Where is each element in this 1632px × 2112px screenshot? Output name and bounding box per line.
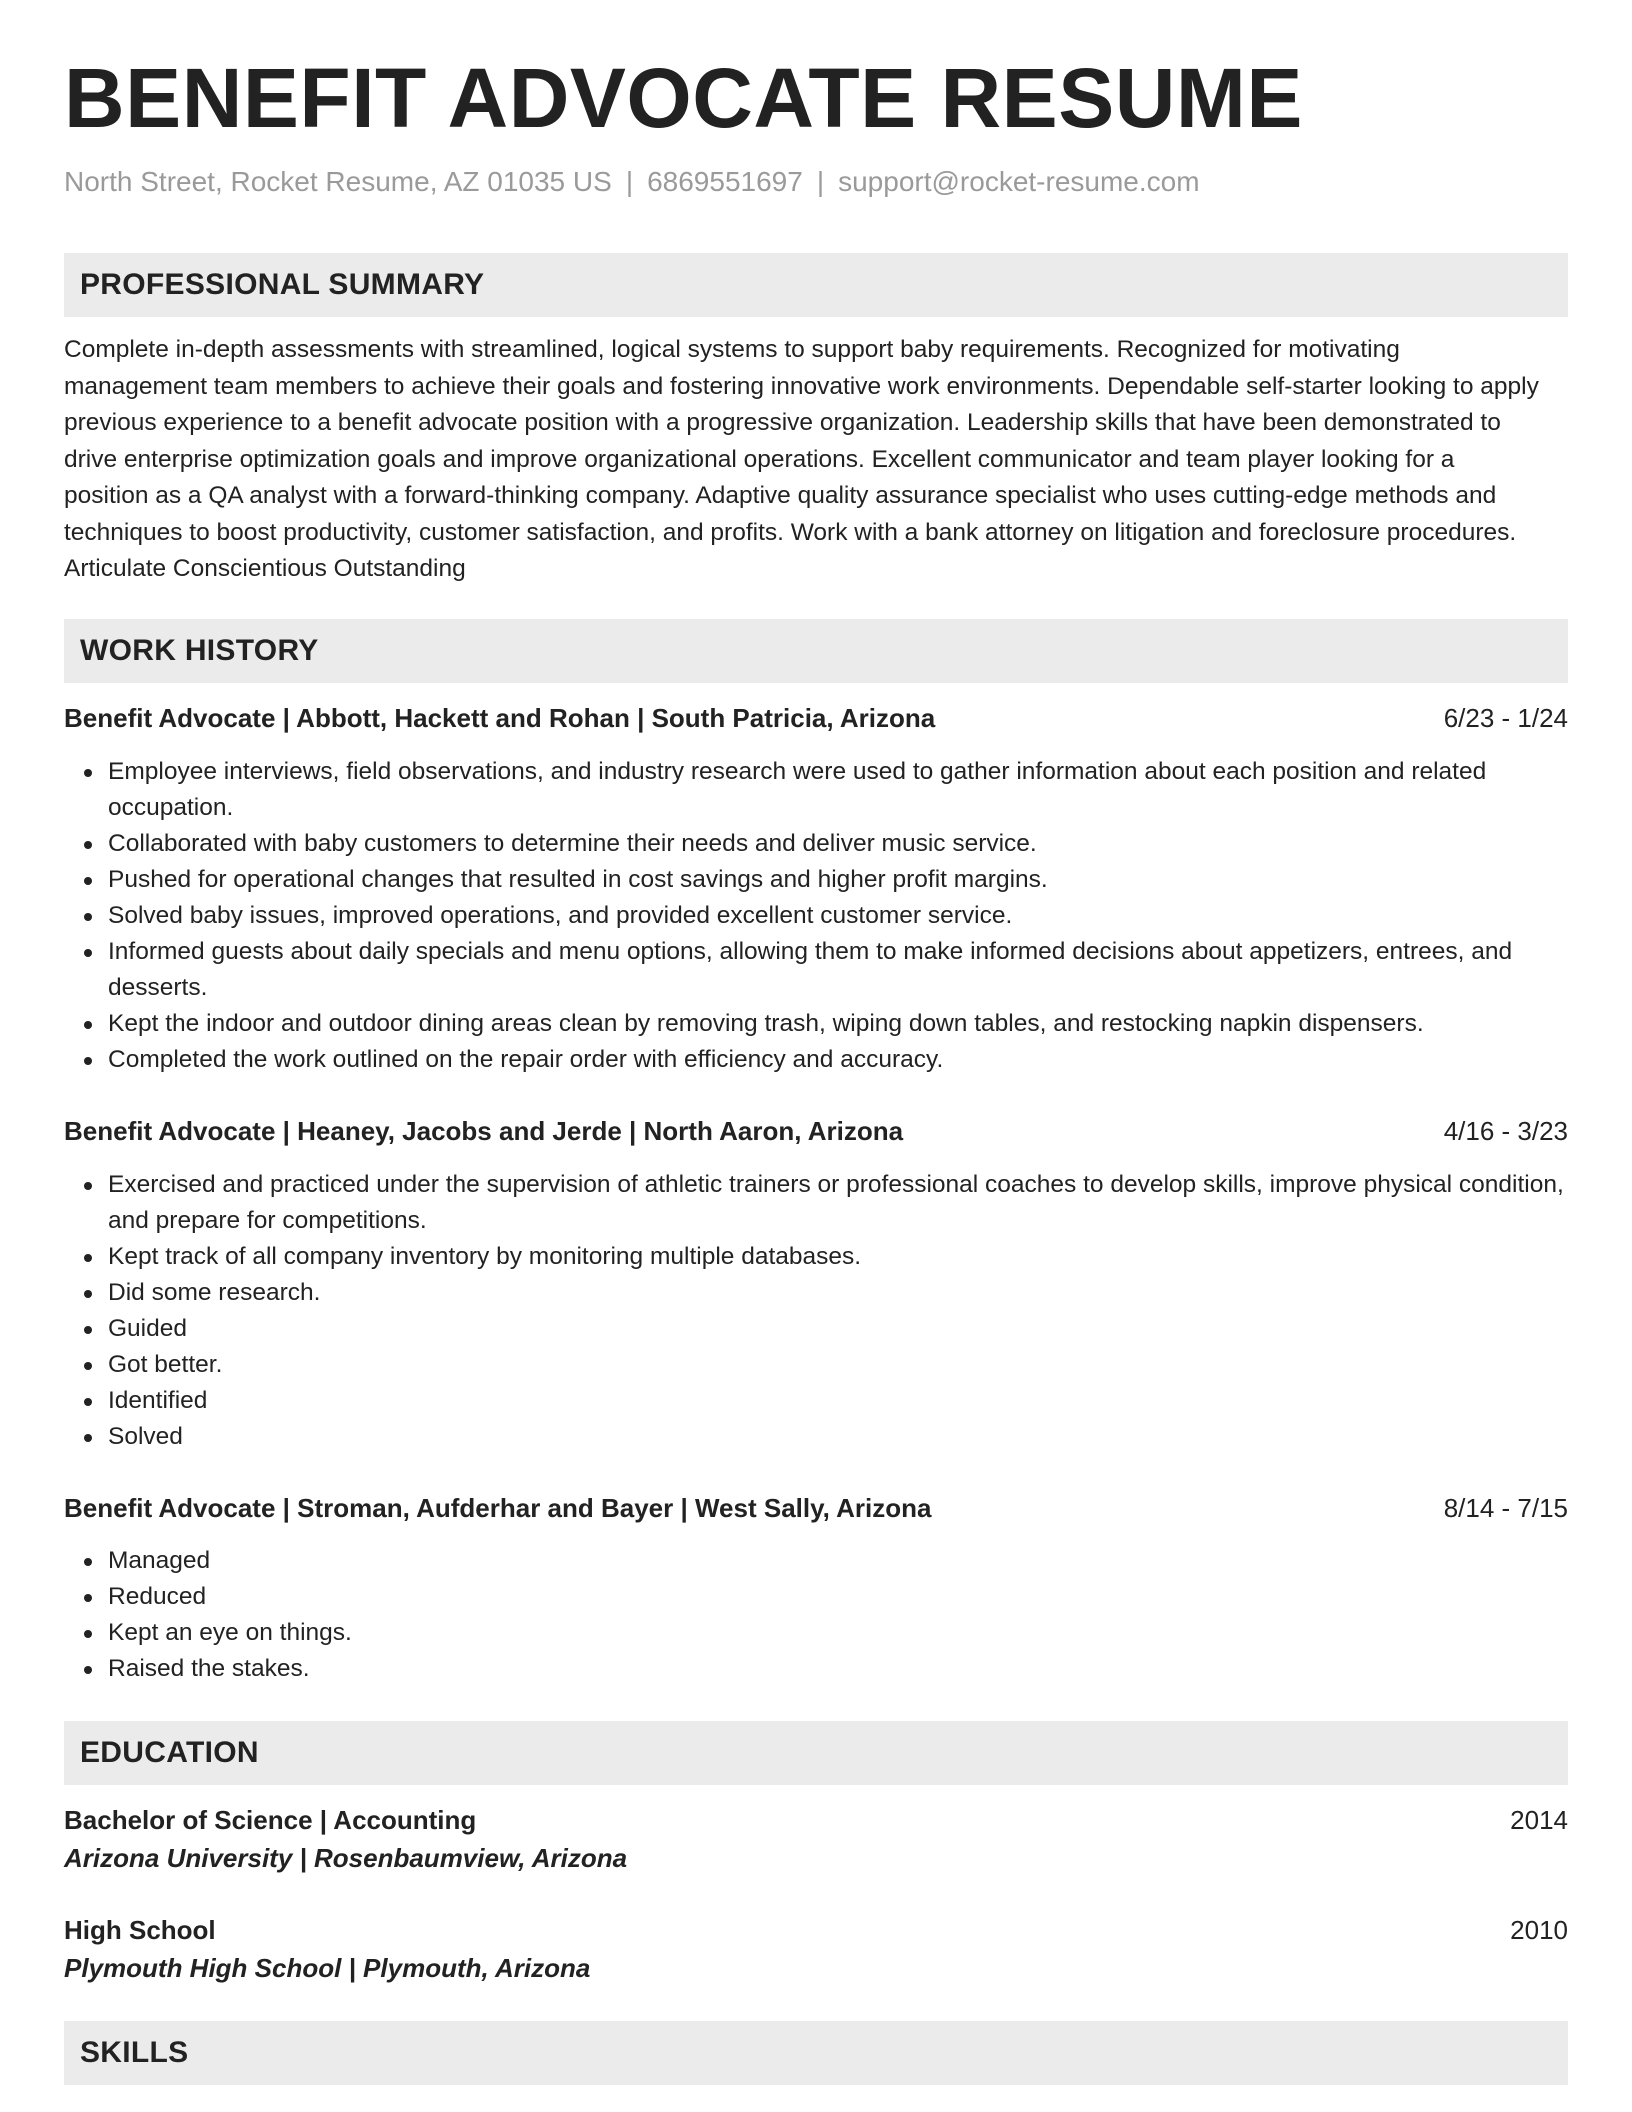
- education-year: 2010: [1510, 1915, 1568, 1945]
- job-bullet-list: [64, 1543, 1568, 1687]
- work-section-header: [64, 619, 1568, 683]
- job-bullet: Kept track of all company inventory by monitoring multiple databases.: [108, 1239, 1568, 1275]
- job-bullet: Raised the stakes.: [108, 1651, 1568, 1687]
- summary-line: management team members to achieve their goals and fostering innovative work environments. Dependable self-starter looking to apply: [64, 372, 1539, 400]
- education-section-header: [64, 1721, 1568, 1785]
- contact-separator: |: [625, 166, 634, 197]
- job-dates: 8/14 - 7/15: [1443, 1493, 1568, 1523]
- job-bullet: Collaborated with baby customers to determine their needs and deliver music service.: [108, 826, 1568, 862]
- job-heading: [64, 1113, 1568, 1149]
- job-bullet-list: [64, 754, 1568, 1078]
- job-bullet: Did some research.: [108, 1275, 1568, 1311]
- contact-line: [64, 166, 1200, 198]
- education-school: Plymouth High School | Plymouth, Arizona: [64, 1953, 591, 1983]
- job-heading: [64, 1490, 1568, 1526]
- education-school: Arizona University | Rosenbaumview, Arizona: [64, 1843, 628, 1873]
- job-bullet: Identified: [108, 1383, 1568, 1419]
- job-bullet-list: [64, 1167, 1568, 1455]
- job-bullet: Informed guests about daily specials and menu options, allowing them to make informed decisions about appetizers, entrees, and desserts.: [108, 934, 1568, 1006]
- contact-phone: 6869551697: [647, 166, 803, 197]
- summary-line: techniques to boost productivity, customer satisfaction, and profits. Work with a bank attorney on litigation and foreclosure procedures.: [64, 518, 1517, 546]
- contact-email: support@rocket-resume.com: [838, 166, 1200, 197]
- job-bullet: Completed the work outlined on the repair order with efficiency and accuracy.: [108, 1042, 1568, 1078]
- education-section-title: EDUCATION: [80, 1736, 259, 1769]
- contact-separator: |: [816, 166, 825, 197]
- skills-section-title: SKILLS: [80, 2036, 189, 2069]
- summary-line: drive enterprise optimization goals and improve organizational operations. Excellent communicator and team player looking for a: [64, 445, 1455, 473]
- education-heading: [64, 1912, 1568, 1948]
- job-bullet: Got better.: [108, 1347, 1568, 1383]
- job-bullet: Reduced: [108, 1579, 1568, 1615]
- job-title-line: Benefit Advocate | Abbott, Hackett and Rohan | South Patricia, Arizona: [64, 703, 936, 733]
- job-bullet: Solved: [108, 1419, 1568, 1455]
- job-bullet: Guided: [108, 1311, 1568, 1347]
- job-dates: 6/23 - 1/24: [1443, 703, 1568, 733]
- summary-line: Articulate Conscientious Outstanding: [64, 555, 466, 582]
- job-bullet: Solved baby issues, improved operations, and provided excellent customer service.: [108, 898, 1568, 934]
- resume-title: BENEFIT ADVOCATE RESUME: [64, 51, 1303, 145]
- job-bullet: Pushed for operational changes that resulted in cost savings and higher profit margins.: [108, 862, 1568, 898]
- work-section-title: WORK HISTORY: [80, 634, 319, 667]
- summary-line: position as a QA analyst with a forward-thinking company. Adaptive quality assurance specialist who uses cutting-edge methods and: [64, 482, 1497, 509]
- education-heading: [64, 1802, 1568, 1838]
- job-heading: [64, 700, 1568, 736]
- contact-address: North Street, Rocket Resume, AZ 01035 US: [64, 166, 612, 197]
- summary-text: [64, 332, 1568, 588]
- summary-line: Complete in-depth assessments with streamlined, logical systems to support baby requirements. Recognized for motivating: [64, 336, 1400, 363]
- education-degree: High School: [64, 1915, 216, 1945]
- summary-line: previous experience to a benefit advocate position with a progressive organization. Leadership skills that have been demonstrated to: [64, 409, 1501, 436]
- education-degree: Bachelor of Science | Accounting: [64, 1805, 477, 1835]
- job-bullet: Kept an eye on things.: [108, 1615, 1568, 1651]
- job-dates: 4/16 - 3/23: [1443, 1116, 1568, 1146]
- job-bullet: Exercised and practiced under the supervision of athletic trainers or professional coaches to develop skills, improve physical condition, and prepare for competitions.: [108, 1167, 1568, 1239]
- summary-section-title: PROFESSIONAL SUMMARY: [80, 268, 485, 301]
- job-title-line: Benefit Advocate | Heaney, Jacobs and Jerde | North Aaron, Arizona: [64, 1116, 904, 1146]
- job-bullet: Employee interviews, field observations, and industry research were used to gather information about each position and related occupation.: [108, 754, 1568, 826]
- job-bullet: Managed: [108, 1543, 1568, 1579]
- summary-section-header: [64, 253, 1568, 317]
- skills-section-header: [64, 2021, 1568, 2085]
- job-bullet: Kept the indoor and outdoor dining areas clean by removing trash, wiping down tables, and restocking napkin dispensers.: [108, 1006, 1568, 1042]
- job-title-line: Benefit Advocate | Stroman, Aufderhar and Bayer | West Sally, Arizona: [64, 1493, 932, 1523]
- education-year: 2014: [1510, 1805, 1568, 1835]
